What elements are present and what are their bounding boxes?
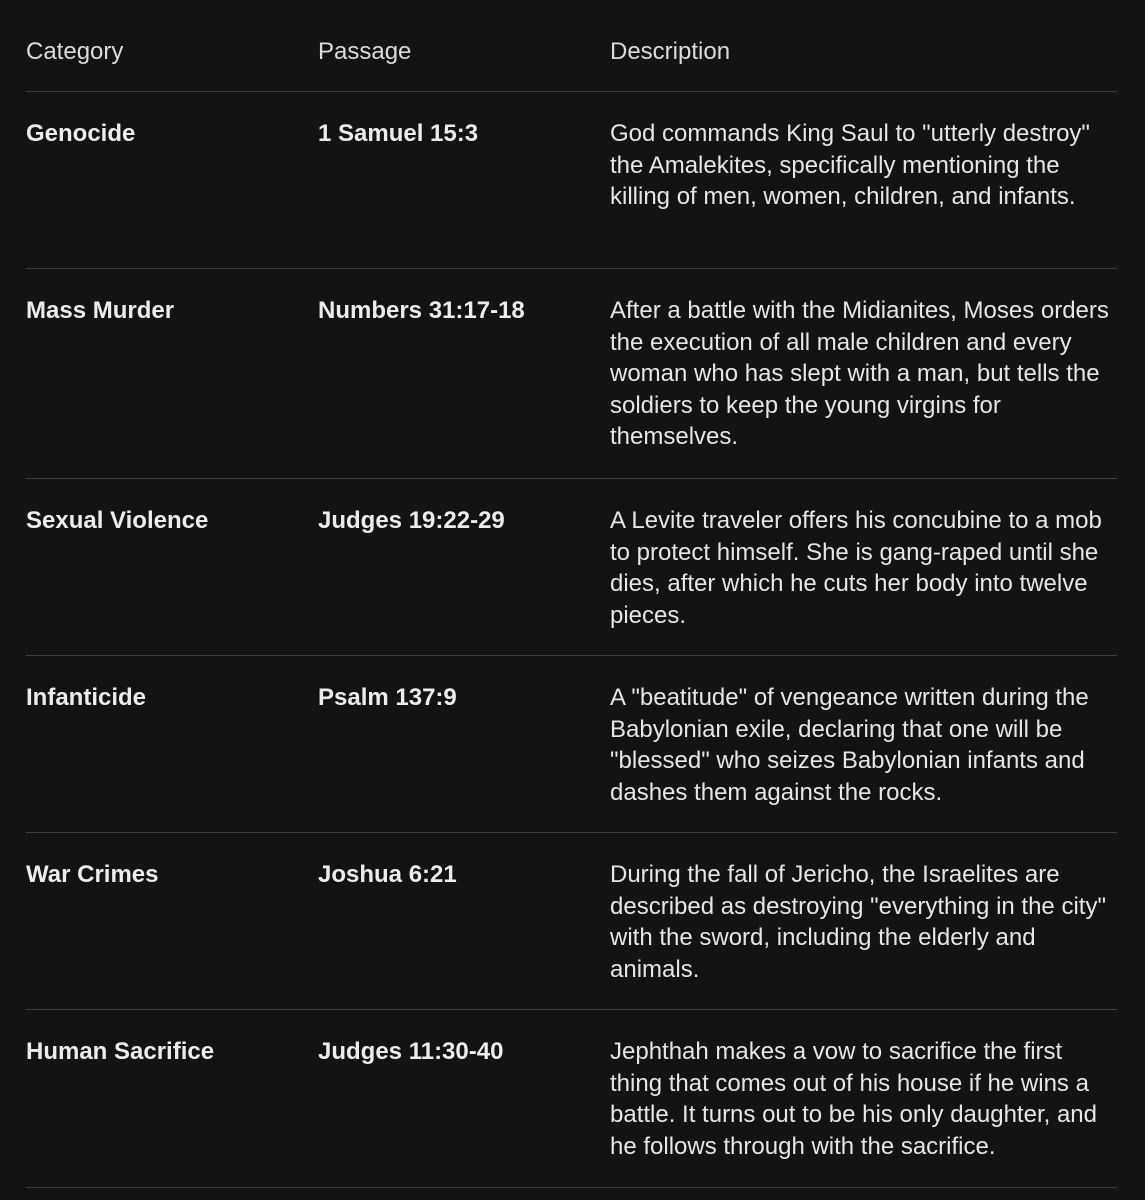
passage-cell: Psalm 137:9 xyxy=(318,684,457,711)
passage-cell: 1 Samuel 15:3 xyxy=(318,120,479,147)
header-category: Category xyxy=(26,38,124,65)
category-cell: Human Sacrifice xyxy=(26,1038,215,1065)
header-passage: Passage xyxy=(318,38,412,65)
category-cell: Sexual Violence xyxy=(26,507,209,534)
table-row xyxy=(26,269,1117,479)
table-row xyxy=(26,656,1117,833)
table-row xyxy=(26,92,1117,269)
table-header xyxy=(26,0,1117,92)
description-cell: God commands King Saul to "utterly destroy" the Amalekites, specifically mentioning the killing of men, women, children, and infants. xyxy=(610,120,1090,210)
category-cell: Genocide xyxy=(26,120,136,147)
description-cell: After a battle with the Midianites, Moses orders the execution of all male children and every woman who has slept with a man, but tells the soldiers to keep the young virgins for themselves. xyxy=(610,297,1109,450)
passages-table xyxy=(26,0,1117,1188)
description-cell: Jephthah makes a vow to sacrifice the first thing that comes out of his house if he wins a battle. It turns out to be his only daughter, and he follows through with the sacrifice. xyxy=(610,1038,1097,1160)
passage-cell: Judges 11:30-40 xyxy=(318,1038,504,1065)
description-cell: A Levite traveler offers his concubine to a mob to protect himself. She is gang-raped until she dies, after which he cuts her body into twelve pieces. xyxy=(610,507,1102,629)
table-row xyxy=(26,1010,1117,1188)
category-cell: Infanticide xyxy=(26,684,147,711)
table-row xyxy=(26,479,1117,656)
category-cell: Mass Murder xyxy=(26,297,175,324)
header-description: Description xyxy=(610,38,731,65)
description-cell: A "beatitude" of vengeance written during the Babylonian exile, declaring that one will be "blessed" who seizes Babylonian infants and dashes them against the rocks. xyxy=(610,684,1089,806)
passage-cell: Judges 19:22-29 xyxy=(318,507,505,534)
passage-cell: Numbers 31:17-18 xyxy=(318,297,525,324)
passage-cell: Joshua 6:21 xyxy=(318,861,457,888)
category-cell: War Crimes xyxy=(26,861,159,888)
description-cell: During the fall of Jericho, the Israelites are described as destroying "everything in the city" with the sword, including the elderly and animals. xyxy=(610,861,1106,983)
table-row xyxy=(26,833,1117,1010)
